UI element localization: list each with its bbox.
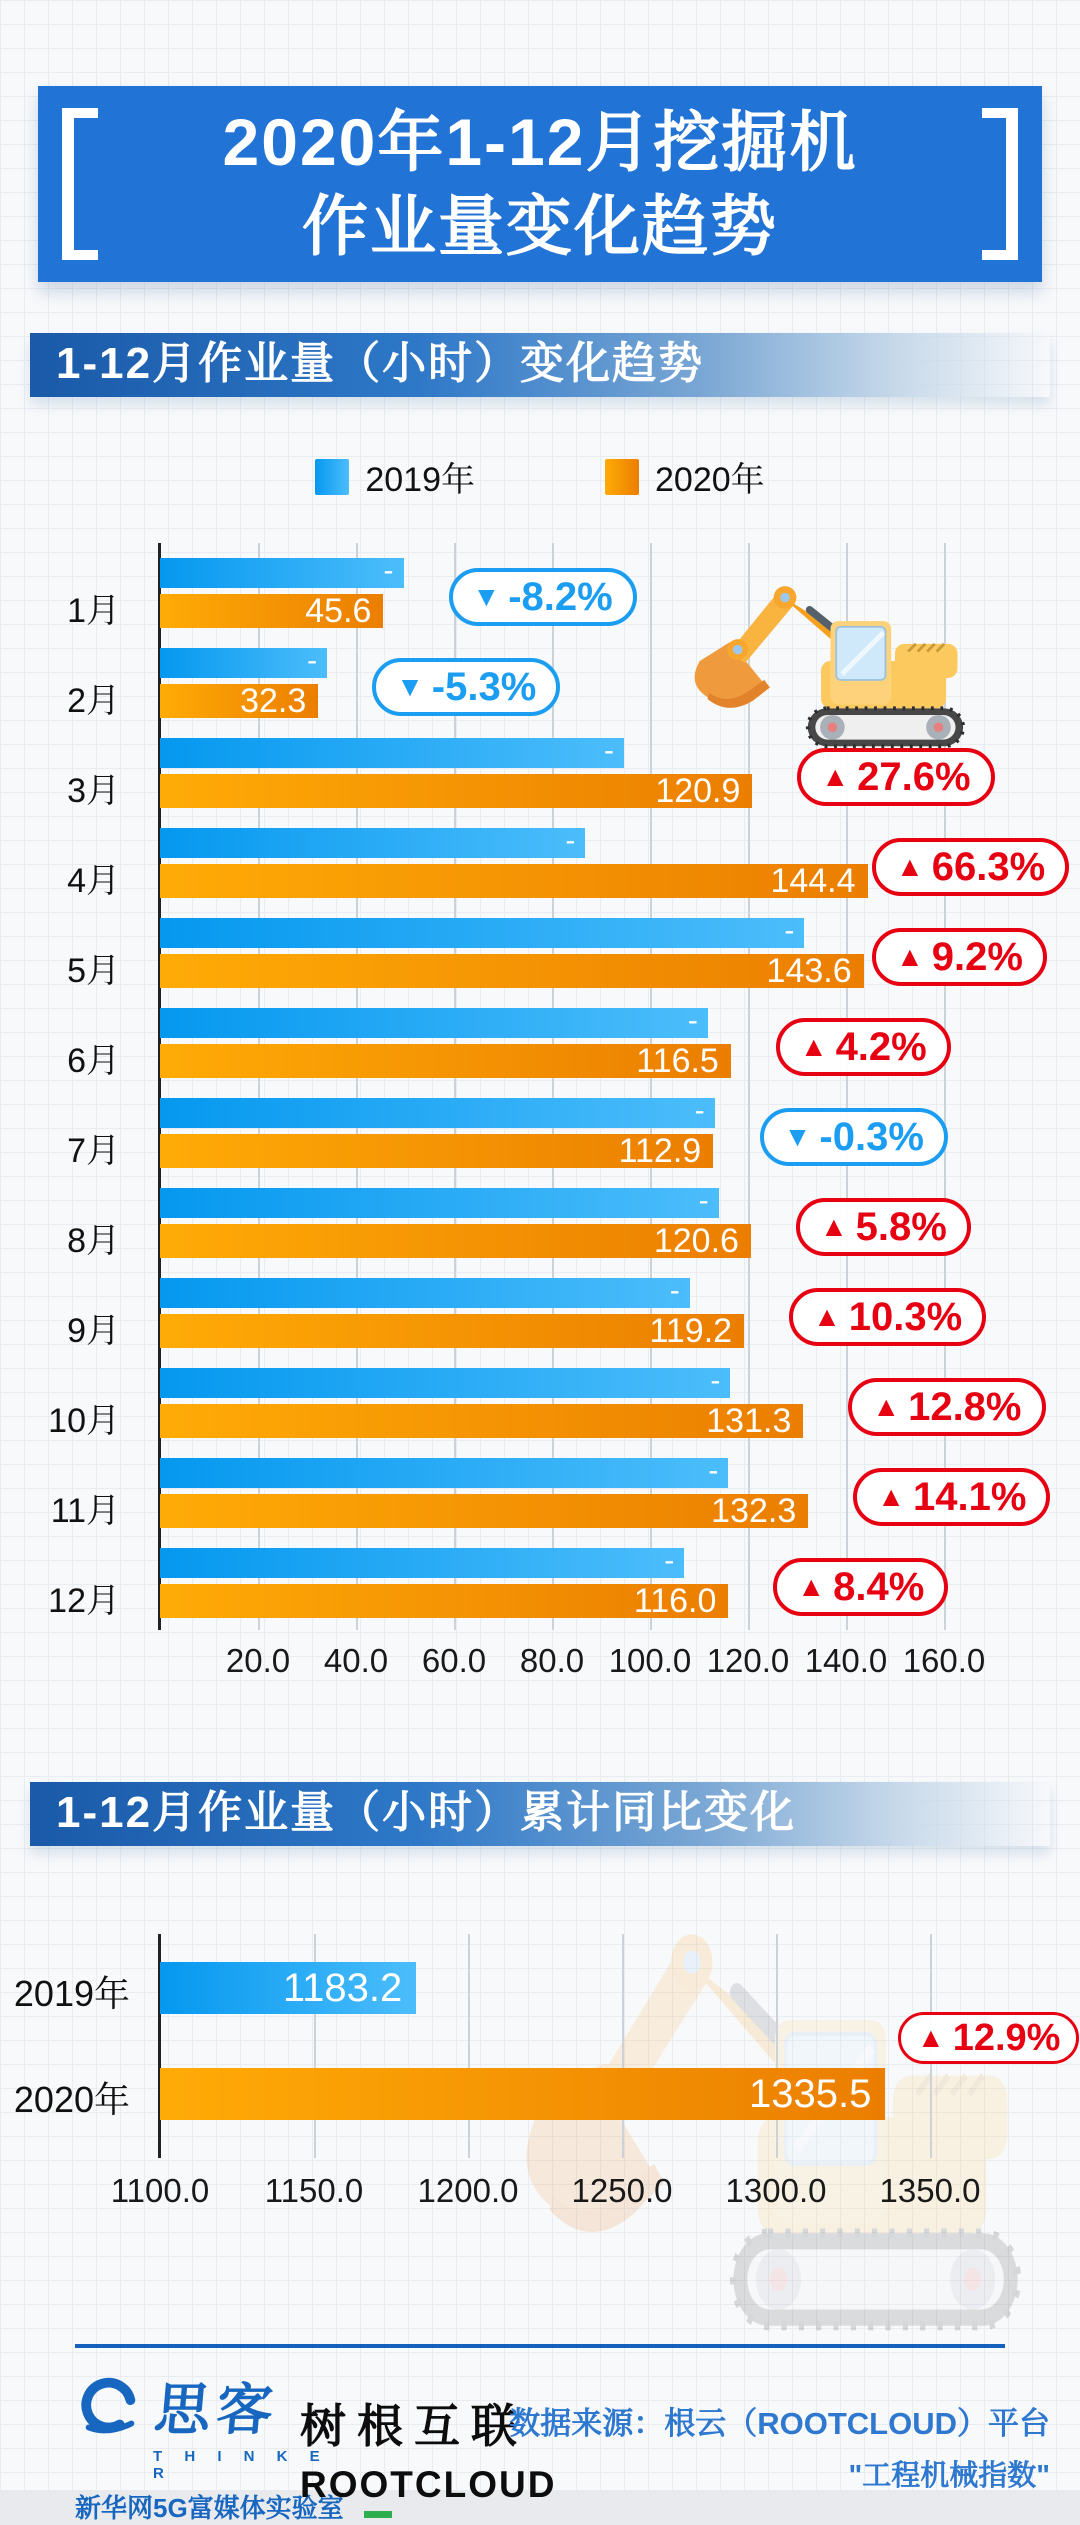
bar-2020-value: 32.3	[240, 682, 307, 720]
bar-2019-total	[160, 1962, 416, 2014]
change-badge-value: 5.8%	[855, 1204, 947, 1249]
category-label: 7月	[67, 1132, 120, 1170]
x-axis-tick-label: 1250.0	[571, 2172, 673, 2209]
category-label: 11月	[50, 1492, 120, 1530]
bar-2020-value: 143.6	[766, 952, 852, 990]
x-axis-tick-label: 80.0	[519, 1642, 585, 1679]
triangle-up-icon: ▲	[877, 1481, 905, 1512]
bar-2019-value: -	[710, 1364, 721, 1397]
legend-label: 2020年	[655, 461, 765, 499]
bar-2019-value: -	[669, 1274, 680, 1307]
year-row	[0, 1962, 1080, 2014]
bar-2019-value: -	[604, 734, 615, 767]
bar-2020-value: 144.4	[770, 862, 856, 900]
change-badge-value: 9.2%	[931, 934, 1023, 979]
category-label: 2019年	[13, 1973, 130, 2014]
x-axis-tick-label: 60.0	[421, 1642, 487, 1679]
thinker-swirl-icon	[75, 2371, 145, 2441]
x-axis-tick-label: 1350.0	[879, 2172, 981, 2209]
x-axis-tick-label: 140.0	[804, 1642, 888, 1679]
change-badge-value: 66.3%	[931, 844, 1046, 889]
x-axis-tick-label: 100.0	[608, 1642, 692, 1679]
change-badge-value: -0.3%	[819, 1114, 924, 1159]
change-badge-value: 12.8%	[908, 1384, 1022, 1429]
bar-2019-value: -	[565, 824, 576, 857]
category-label: 10月	[48, 1402, 120, 1440]
bar-2019-value: -	[383, 554, 394, 587]
category-label: 6月	[67, 1042, 120, 1080]
bar-total-value: 1183.2	[282, 1966, 403, 2010]
triangle-up-icon: ▲	[819, 1211, 848, 1242]
triangle-up-icon: ▲	[821, 761, 850, 792]
category-label: 4月	[67, 862, 120, 900]
section2-header: 1-12月作业量（小时）累计同比变化	[30, 1782, 1050, 1846]
thinker-cn-label: 思客	[151, 2378, 282, 2441]
bar-2020-total	[160, 2068, 885, 2120]
x-axis-tick-label: 1150.0	[264, 2172, 364, 2209]
triangle-up-icon: ▲	[799, 1031, 828, 1062]
x-axis-tick-label: 1100.0	[110, 2172, 210, 2209]
change-badge-value: 4.2%	[835, 1024, 927, 1069]
bar-2019-value: -	[698, 1184, 709, 1217]
bar-2020-value: 131.3	[706, 1402, 792, 1440]
category-label: 3月	[67, 772, 120, 810]
change-badge-value: 10.3%	[848, 1294, 963, 1339]
bar-2019-value: -	[694, 1094, 705, 1127]
title-line1: 2020年1-12月挖掘机	[222, 105, 858, 179]
footer-divider	[75, 2344, 1005, 2348]
x-axis-tick-label: 160.0	[902, 1642, 986, 1679]
bar-2020-value: 119.2	[649, 1312, 733, 1350]
change-badge-value: 12.9%	[952, 2016, 1061, 2059]
change-badge	[898, 2012, 1079, 2064]
rootcloud-cn-label: 树根互联	[300, 2400, 528, 2452]
triangle-up-icon: ▲	[872, 1391, 901, 1422]
category-label: 8月	[67, 1222, 120, 1260]
bar-2019-value: -	[307, 644, 318, 677]
triangle-down-icon: ▼	[783, 1121, 812, 1152]
category-label: 9月	[67, 1312, 120, 1350]
triangle-up-icon: ▲	[917, 2022, 945, 2053]
bar-2020-value: 132.3	[711, 1492, 797, 1530]
bar-2019-value: -	[687, 1004, 698, 1037]
triangle-up-icon: ▲	[813, 1301, 841, 1332]
bar-2019-value: -	[784, 914, 795, 947]
x-axis-tick-label: 20.0	[225, 1642, 291, 1679]
triangle-down-icon: ▼	[396, 671, 424, 702]
title-line2: 作业量变化趋势	[302, 189, 778, 263]
category-label: 2月	[67, 682, 120, 720]
change-badge-value: -8.2%	[508, 574, 613, 619]
section1-header: 1-12月作业量（小时）变化趋势	[30, 333, 1050, 397]
bar-2020-value: 116.5	[636, 1042, 719, 1080]
change-badge-value: 14.1%	[912, 1474, 1027, 1519]
bar-2019-value: -	[664, 1544, 675, 1577]
thinker-en-label: T H I N K E R	[153, 2448, 329, 2482]
triangle-up-icon: ▲	[896, 851, 924, 882]
triangle-up-icon: ▲	[797, 1571, 826, 1602]
category-label: 1月	[67, 592, 120, 630]
triangle-up-icon: ▲	[896, 941, 924, 972]
bar-2020-value: 112.9	[618, 1132, 702, 1170]
change-badge-value: -5.3%	[431, 664, 537, 709]
category-label: 5月	[67, 952, 120, 990]
bar-2019-value: -	[708, 1454, 719, 1487]
thinker-org-label: 新华网5G富媒体实验室	[75, 2493, 344, 2523]
rootcloud-en-label: ROOTCLOUD	[300, 2464, 556, 2506]
x-axis-tick-label: 40.0	[323, 1642, 389, 1679]
bar-total-value: 1335.5	[748, 2072, 872, 2116]
x-axis-tick-label: 1300.0	[725, 2172, 827, 2209]
x-axis-tick-label: 1200.0	[417, 2172, 519, 2209]
bar-2020-value: 120.9	[655, 772, 741, 810]
change-badge-value: 27.6%	[857, 754, 971, 799]
year-row	[0, 2068, 1080, 2120]
bar-2020-value: 120.6	[653, 1222, 739, 1260]
rootcloud-green-mark	[364, 2511, 392, 2518]
bar-2020-value: 45.6	[305, 592, 372, 630]
triangle-down-icon: ▼	[472, 581, 501, 612]
change-badge-value: 8.4%	[833, 1564, 925, 1609]
legend-label: 2019年	[365, 461, 475, 499]
x-axis-tick-label: 120.0	[706, 1642, 790, 1679]
category-label: 12月	[48, 1582, 120, 1620]
data-source	[509, 2398, 1050, 2494]
data-source-line1: 数据来源：根云（ROOTCLOUD）平台	[509, 2406, 1050, 2441]
bar-2020-value: 116.0	[633, 1582, 717, 1620]
data-source-line2: "工程机械指数"	[848, 2460, 1050, 2492]
category-label: 2020年	[13, 2079, 130, 2120]
